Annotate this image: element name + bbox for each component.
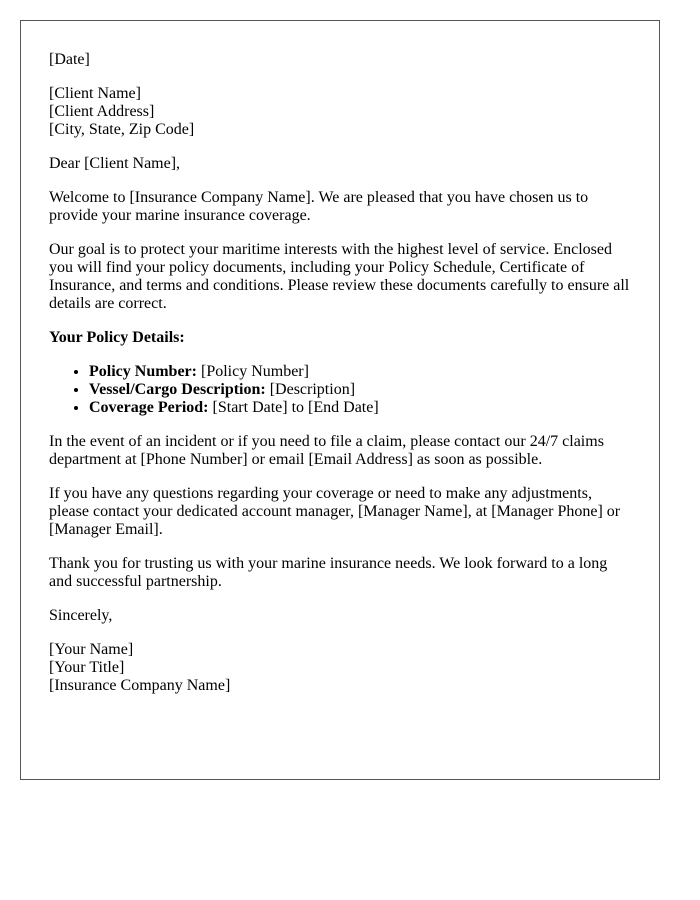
salutation: Dear [Client Name],: [49, 155, 181, 172]
claims-paragraph: In the event of an incident or if you need to file a claim, please contact our 24/7 claims department at [Phone Number] or email [Email Address] as soon as possible.: [49, 433, 604, 468]
recipient-address-block: [49, 85, 631, 139]
recipient-city-line: [City, State, Zip Code]: [49, 121, 195, 138]
questions-paragraph: If you have any questions regarding your coverage or need to make any adjustments, please contact your dedicated account manager, [Manager Name], at [Manager Phone] or [Manager Email].: [49, 485, 621, 538]
signature-block: [49, 641, 631, 695]
welcome-paragraph: Welcome to [Insurance Company Name]. We are pleased that you have chosen us to provide your marine insurance coverage.: [49, 189, 589, 224]
coverage-period-value: [Start Date] to [End Date]: [208, 399, 379, 416]
signature-name: [Your Name]: [49, 641, 134, 658]
policy-detail-item: [89, 381, 631, 399]
goal-paragraph: Our goal is to protect your maritime interests with the highest level of service. Enclosed you will find your policy documents, including your Policy Schedule, Certificate of Insurance, and terms and conditions. Please review these documents carefully to ensure all details are correct.: [49, 241, 630, 312]
policy-detail-item: [89, 363, 631, 381]
signature-title: [Your Title]: [49, 659, 125, 676]
letter-date: [Date]: [49, 51, 90, 68]
letter: [20, 20, 660, 780]
policy-details-heading: Your Policy Details:: [49, 329, 185, 346]
recipient-name: [Client Name]: [49, 85, 141, 102]
vessel-cargo-value: [Description]: [265, 381, 356, 398]
coverage-period-label: Coverage Period:: [89, 399, 209, 416]
policy-number-label: Policy Number:: [89, 363, 197, 380]
policy-detail-item: [89, 399, 631, 417]
policy-number-value: [Policy Number]: [196, 363, 309, 380]
policy-details-list: [49, 363, 631, 417]
recipient-address: [Client Address]: [49, 103, 155, 120]
signature-company: [Insurance Company Name]: [49, 677, 231, 694]
closing: Sincerely,: [49, 607, 113, 624]
vessel-cargo-label: Vessel/Cargo Description:: [89, 381, 266, 398]
thanks-paragraph: Thank you for trusting us with your marine insurance needs. We look forward to a long and successful partnership.: [49, 555, 608, 590]
